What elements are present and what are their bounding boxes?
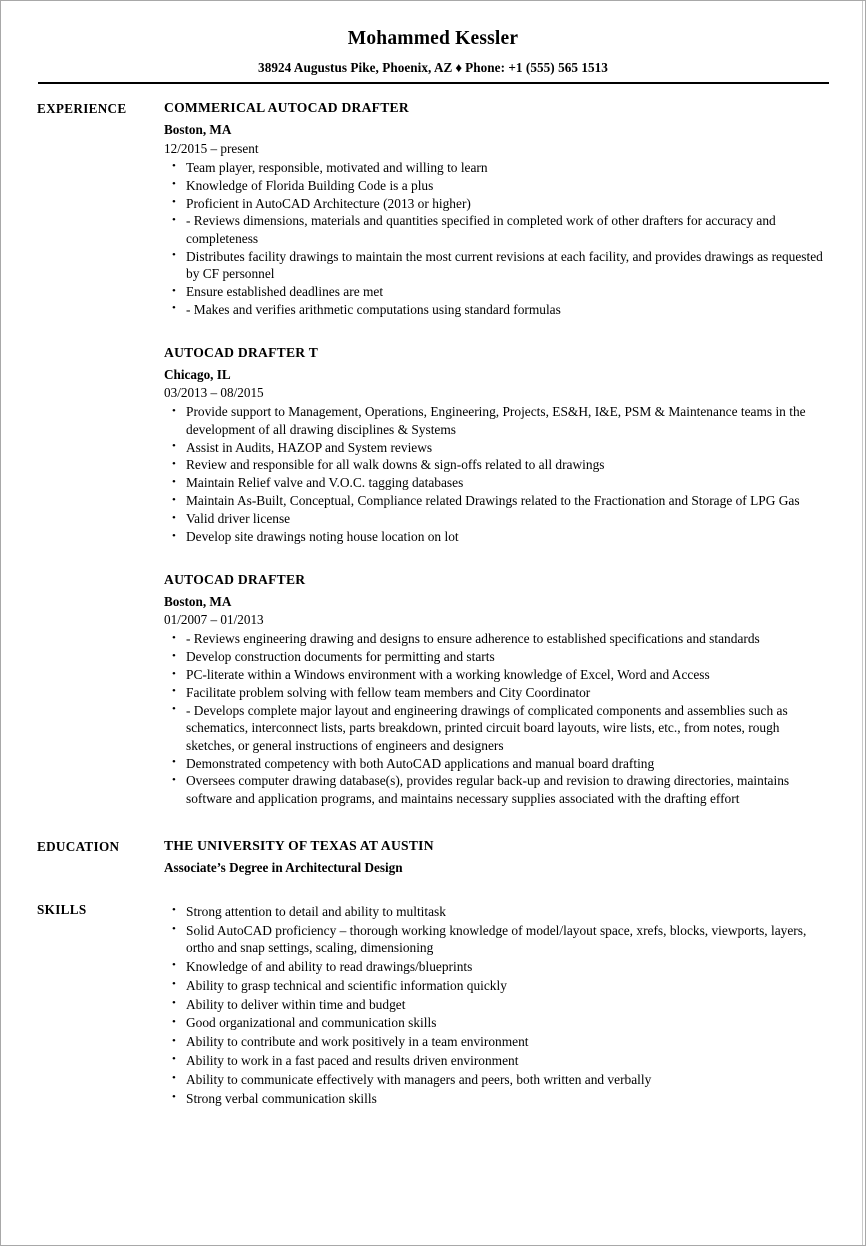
job-dates: 03/2013 – 08/2015 xyxy=(164,385,264,401)
job-bullet: • PC-literate within a Windows environment with a working knowledge of Excel, Word and Access xyxy=(164,666,829,684)
job-bullet: • Maintain As-Built, Conceptual, Compliance related Drawings related to the Fractionation and Storage of LPG Gas xyxy=(164,492,829,510)
job-title: COMMERICAL AUTOCAD DRAFTER xyxy=(164,100,409,116)
skill-bullet: • Strong verbal communication skills xyxy=(164,1090,829,1109)
skill-bullet: • Good organizational and communication skills xyxy=(164,1014,829,1033)
job-bullet: • - Reviews engineering drawing and designs to ensure adherence to established specifications and standards xyxy=(164,630,829,648)
job-bullet-list xyxy=(164,159,829,319)
contact-address: 38924 Augustus Pike, Phoenix, AZ xyxy=(258,60,453,76)
job-bullet-list xyxy=(164,630,829,808)
job-bullet: • Oversees computer drawing database(s), provides regular back-up and revision to drawing directories, maintains software and application programs, and maintains necessary supplies associated with the drafting effort xyxy=(164,772,829,807)
resume-header xyxy=(37,1,829,84)
experience-entry xyxy=(164,319,829,546)
job-bullet: • Ensure established deadlines are met xyxy=(164,283,829,301)
job-bullet: • Develop site drawings noting house location on lot xyxy=(164,528,829,546)
skill-bullet: • Solid AutoCAD proficiency – thorough working knowledge of model/layout space, xrefs, blocks, viewports, layers, ortho and snap settings, scaling, dimensioning xyxy=(164,922,829,958)
experience-section-label: EXPERIENCE xyxy=(37,101,127,117)
education-degree: Associate’s Degree in Architectural Design xyxy=(164,859,403,875)
job-title: AUTOCAD DRAFTER T xyxy=(164,344,319,360)
job-bullet: • Provide support to Management, Operations, Engineering, Projects, ES&H, I&E, PSM & Maintenance teams in the development of all drawing disciplines & Systems xyxy=(164,403,829,438)
job-bullet: • Demonstrated competency with both AutoCAD applications and manual board drafting xyxy=(164,755,829,773)
job-dates: 01/2007 – 01/2013 xyxy=(164,612,264,628)
job-bullet: • Maintain Relief valve and V.O.C. tagging databases xyxy=(164,474,829,492)
resume-content xyxy=(1,1,865,1108)
job-bullet: • - Makes and verifies arithmetic computations using standard formulas xyxy=(164,301,829,319)
education-section xyxy=(37,808,829,876)
skills-entries xyxy=(164,901,829,1108)
experience-entry xyxy=(164,100,829,318)
job-bullet: • Distributes facility drawings to maintain the most current revisions at each facility, and provides drawings as requested by CF personnel xyxy=(164,248,829,283)
job-bullet: • Proficient in AutoCAD Architecture (2013 or higher) xyxy=(164,195,829,213)
skill-bullet: • Ability to work in a fast paced and results driven environment xyxy=(164,1052,829,1071)
job-bullet: • Assist in Audits, HAZOP and System reviews xyxy=(164,439,829,457)
job-bullet: • - Reviews dimensions, materials and quantities specified in completed work of other drafters for accuracy and completeness xyxy=(164,212,829,247)
job-location: Boston, MA xyxy=(164,593,232,609)
skill-bullet: • Ability to contribute and work positively in a team environment xyxy=(164,1033,829,1052)
skill-bullet: • Strong attention to detail and ability to multitask xyxy=(164,903,829,922)
job-bullet: • Valid driver license xyxy=(164,510,829,528)
job-bullet-list xyxy=(164,403,829,546)
skill-bullet: • Knowledge of and ability to read drawings/blueprints xyxy=(164,958,829,977)
education-entries xyxy=(164,838,829,876)
job-title: AUTOCAD DRAFTER xyxy=(164,571,306,587)
experience-section xyxy=(37,84,829,807)
job-bullet: • Team player, responsible, motivated and willing to learn xyxy=(164,159,829,177)
skills-section-label: SKILLS xyxy=(37,901,87,917)
job-bullet: • - Develops complete major layout and engineering drawings of complicated components and assemblies such as schematics, interconnect lists, parts breakdown, printed circuit board layouts, wire lists, etc., from notes, rough sketches, or general instructions of engineers and designers xyxy=(164,702,829,755)
education-entry xyxy=(164,838,829,876)
job-bullet: • Develop construction documents for permitting and starts xyxy=(164,648,829,666)
contact-line xyxy=(37,49,829,76)
job-location: Boston, MA xyxy=(164,122,232,138)
job-location: Chicago, IL xyxy=(164,366,231,382)
job-bullet: • Knowledge of Florida Building Code is a plus xyxy=(164,177,829,195)
contact-phone: Phone: +1 (555) 565 1513 xyxy=(465,60,608,76)
education-school: THE UNIVERSITY OF TEXAS AT AUSTIN xyxy=(164,837,434,853)
skill-bullet: • Ability to deliver within time and budget xyxy=(164,996,829,1015)
experience-entries xyxy=(164,100,829,807)
skill-bullet: • Ability to grasp technical and scientific information quickly xyxy=(164,977,829,996)
candidate-name: Mohammed Kessler xyxy=(347,28,519,49)
job-dates: 12/2015 – present xyxy=(164,140,259,156)
diamond-separator-icon: ♦ xyxy=(455,60,463,76)
job-bullet: • Facilitate problem solving with fellow team members and City Coordinator xyxy=(164,684,829,702)
skill-bullet: • Ability to communicate effectively with managers and peers, both written and verbally xyxy=(164,1071,829,1090)
experience-entry xyxy=(164,546,829,808)
education-section-label: EDUCATION xyxy=(37,838,120,854)
skills-section xyxy=(37,876,829,1108)
job-bullet: • Review and responsible for all walk downs & sign-offs related to all drawings xyxy=(164,456,829,474)
skills-bullet-list xyxy=(164,903,829,1108)
